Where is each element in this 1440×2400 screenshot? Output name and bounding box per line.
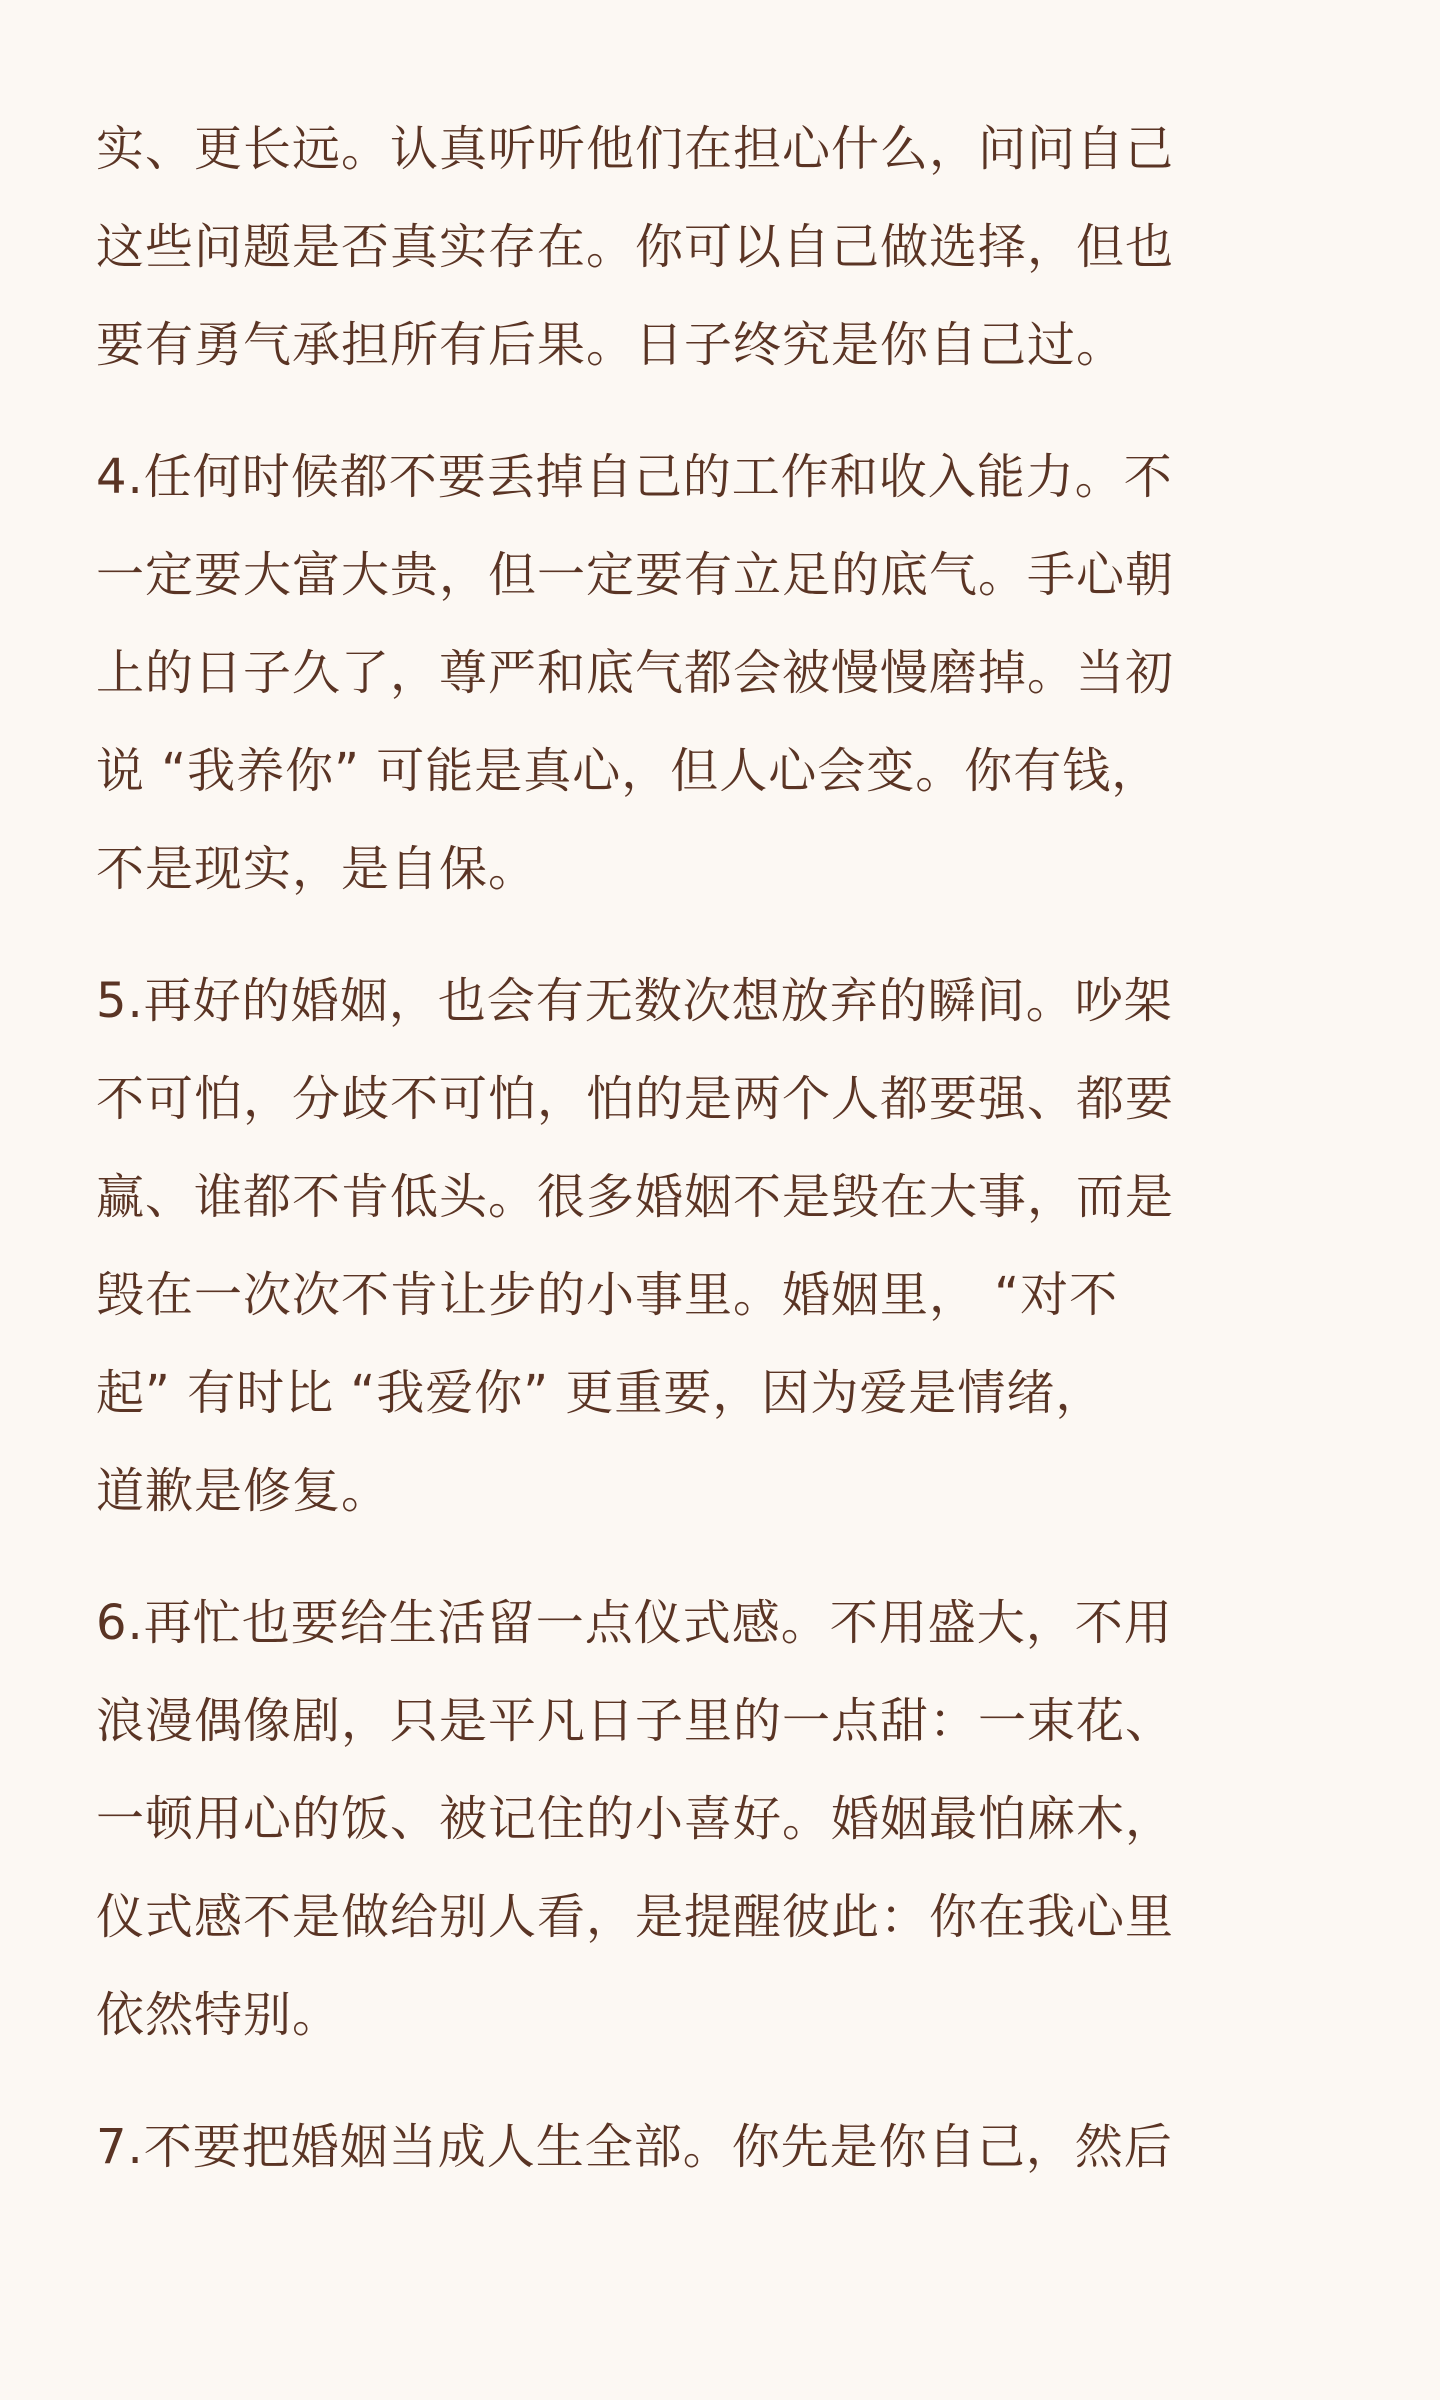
text-line: 这些问题是否真实存在。你可以自己做选择，但也 — [96, 219, 1175, 275]
paragraph-gap — [96, 2064, 1346, 2098]
paragraph-gap — [96, 918, 1346, 952]
text-line: 不可怕，分歧不可怕，怕的是两个人都要强、都要 — [96, 1071, 1175, 1127]
paragraph-7 — [96, 2098, 1346, 2196]
paragraph-3-continued — [96, 100, 1346, 394]
text-line: 上的日子久了，尊严和底气都会被慢慢磨掉。当初 — [96, 645, 1175, 701]
text-line: 毁在一次次不肯让步的小事里。婚姻里， “对不 — [96, 1267, 1119, 1323]
text-line: 7.不要把婚姻当成人生全部。你先是你自己，然后 — [96, 2119, 1173, 2175]
text-line: 6.再忙也要给生活留一点仪式感。不用盛大，不用 — [96, 1595, 1173, 1651]
text-line: 4.任何时候都不要丢掉自己的工作和收入能力。不 — [96, 449, 1173, 505]
paragraph-4 — [96, 428, 1346, 918]
text-line: 浪漫偶像剧，只是平凡日子里的一点甜：一束花、 — [96, 1693, 1175, 1749]
paragraph-gap — [96, 1540, 1346, 1574]
text-line: 起” 有时比 “我爱你” 更重要，因为爱是情绪， — [96, 1365, 1105, 1421]
text-line: 赢、谁都不肯低头。很多婚姻不是毁在大事，而是 — [96, 1169, 1175, 1225]
text-line: 5.再好的婚姻，也会有无数次想放弃的瞬间。吵架 — [96, 973, 1173, 1029]
text-line: 一定要大富大贵，但一定要有立足的底气。手心朝 — [96, 547, 1175, 603]
text-line: 实、更长远。认真听听他们在担心什么，问问自己 — [96, 121, 1175, 177]
paragraph-gap — [96, 394, 1346, 428]
text-line: 要有勇气承担所有后果。日子终究是你自己过。 — [96, 317, 1126, 373]
text-line: 说 “我养你” 可能是真心，但人心会变。你有钱， — [96, 743, 1161, 799]
text-line: 一顿用心的饭、被记住的小喜好。婚姻最怕麻木， — [96, 1791, 1175, 1847]
text-line: 道歉是修复。 — [96, 1463, 391, 1519]
text-line: 不是现实，是自保。 — [96, 841, 538, 897]
paragraph-5 — [96, 952, 1346, 1540]
text-line: 依然特别。 — [96, 1987, 342, 2043]
text-line: 仪式感不是做给别人看，是提醒彼此：你在我心里 — [96, 1889, 1175, 1945]
paragraph-6 — [96, 1574, 1346, 2064]
article-body — [96, 100, 1346, 2196]
